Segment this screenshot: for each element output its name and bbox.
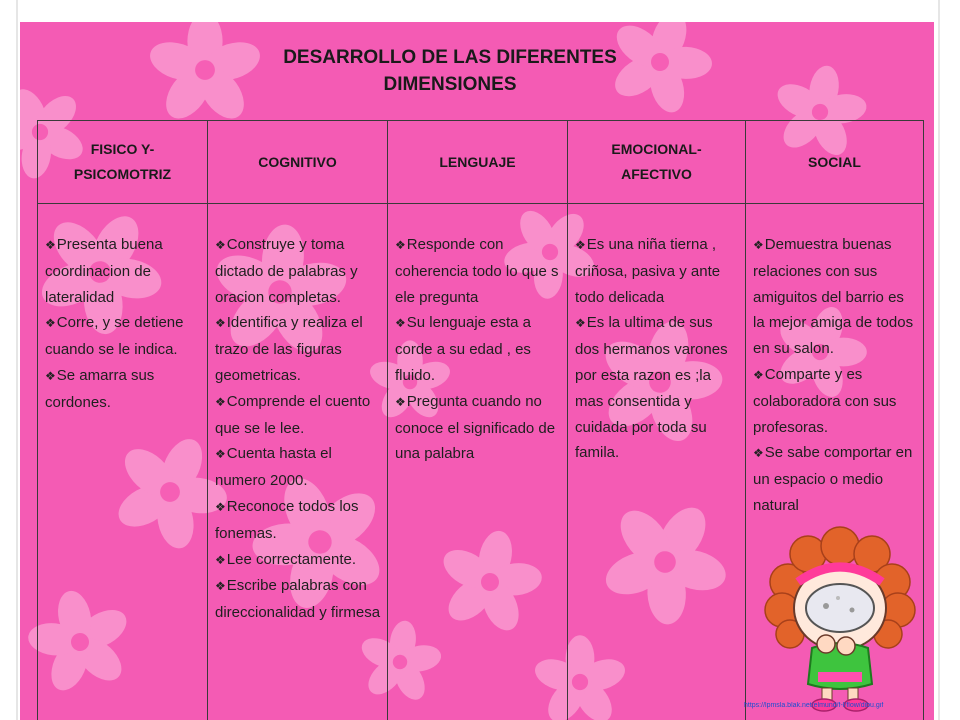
- diamond-bullet-icon: ❖: [215, 316, 226, 331]
- item-text: Identifica y realiza el trazo de las figuras geometricas.: [215, 314, 363, 384]
- item-text: Lee correctamente.: [226, 550, 357, 568]
- list-item: [395, 389, 561, 467]
- header-text: EMOCIONAL-: [611, 141, 702, 157]
- diamond-bullet-icon: ❖: [215, 447, 226, 462]
- list-item: [215, 547, 381, 574]
- diamond-bullet-icon: ❖: [395, 394, 406, 409]
- list-item: [395, 310, 561, 388]
- cell-lenguaje: [388, 204, 568, 720]
- diamond-bullet-icon: ❖: [575, 316, 586, 331]
- header-emocional: [568, 121, 746, 204]
- item-text: Se sabe comportar en un espacio o medio natural: [753, 444, 913, 514]
- diamond-bullet-icon: ❖: [215, 499, 226, 514]
- item-text: Pregunta cuando no conoce el significado de una palabra: [395, 392, 556, 463]
- list-item: [45, 363, 201, 416]
- header-text: FISICO Y-: [90, 141, 155, 157]
- girl-clipart: [760, 522, 920, 712]
- list-item: [753, 232, 917, 362]
- header-text: LENGUAJE: [439, 153, 516, 170]
- right-frame: [934, 0, 960, 720]
- header-lenguaje: [388, 121, 568, 204]
- diamond-bullet-icon: ❖: [395, 238, 406, 252]
- list-item: [215, 310, 381, 388]
- list-item: [215, 573, 381, 626]
- list-item: [575, 310, 739, 466]
- list-item: [215, 494, 381, 547]
- diamond-bullet-icon: ❖: [45, 316, 56, 331]
- diamond-bullet-icon: ❖: [753, 446, 764, 461]
- diamond-bullet-icon: ❖: [753, 367, 764, 382]
- list-item: [575, 232, 739, 310]
- title-line-2: DIMENSIONES: [383, 74, 517, 95]
- left-frame: [0, 0, 20, 720]
- diamond-bullet-icon: ❖: [215, 238, 226, 252]
- item-text: Escribe palabras con direccionalidad y firmesa: [215, 577, 381, 622]
- image-credit: https://lpmsla.blak.net/elmund/f-l/flow/dibu.gif: [744, 702, 884, 709]
- diamond-bullet-icon: ❖: [45, 238, 56, 252]
- item-text: Reconoce todos los fonemas.: [215, 497, 359, 542]
- diamond-bullet-icon: ❖: [753, 238, 764, 252]
- diamond-bullet-icon: ❖: [45, 368, 56, 383]
- diamond-bullet-icon: ❖: [215, 579, 226, 594]
- item-text: Construye y toma dictado de palabras y oracion completas.: [215, 236, 358, 306]
- title-line-1: DESARROLLO DE LAS DIFERENTES: [283, 47, 617, 68]
- list-item: [215, 389, 381, 442]
- diamond-bullet-icon: ❖: [215, 394, 226, 409]
- list-item: [215, 441, 381, 494]
- diamond-bullet-icon: ❖: [395, 316, 406, 331]
- top-frame: [0, 0, 960, 22]
- header-text: COGNITIVO: [258, 153, 337, 170]
- header-row: [38, 121, 924, 204]
- item-text: Se amarra sus cordones.: [45, 366, 155, 411]
- list-item: [753, 362, 917, 440]
- header-text: PSICOMOTRIZ: [73, 166, 172, 182]
- list-item: [45, 310, 201, 363]
- cell-cognitivo: [208, 204, 388, 720]
- header-social: [746, 121, 924, 204]
- item-text: Su lenguaje esta a corde a su edad , es fluido.: [395, 314, 532, 384]
- header-fisico: [38, 121, 208, 204]
- item-text: Demuestra buenas relaciones con sus amiguitos del barrio es la mejor amiga de todos en su salon.: [753, 236, 914, 358]
- item-text: Responde con coherencia todo lo que s ele pregunta: [395, 236, 559, 306]
- cell-fisico: [38, 204, 208, 720]
- item-text: Corre, y se detiene cuando se le indica.: [45, 314, 184, 359]
- item-text: Comparte y es colaboradora con sus profesoras.: [753, 365, 897, 436]
- list-item: [395, 232, 561, 310]
- list-item: [215, 232, 381, 310]
- item-text: Cuenta hasta el numero 2000.: [215, 445, 332, 490]
- item-text: Presenta buena coordinacion de lateralidad: [45, 236, 163, 306]
- item-text: Es una niña tierna , criñosa, pasiva y ante todo delicada: [575, 236, 721, 306]
- header-cognitivo: [208, 121, 388, 204]
- list-item: [753, 440, 917, 518]
- diamond-bullet-icon: ❖: [575, 238, 586, 252]
- list-item: [45, 232, 201, 310]
- diamond-bullet-icon: ❖: [215, 552, 226, 567]
- cell-emocional: [568, 204, 746, 720]
- header-text: SOCIAL: [808, 153, 861, 170]
- item-text: Comprende el cuento que se le lee.: [215, 392, 371, 437]
- item-text: Es la ultima de sus dos hermanos varones por esta razon es ;la mas consentida y cuidada por toda su famila.: [575, 314, 728, 462]
- page-title: [240, 44, 660, 98]
- header-text: AFECTIVO: [621, 166, 692, 182]
